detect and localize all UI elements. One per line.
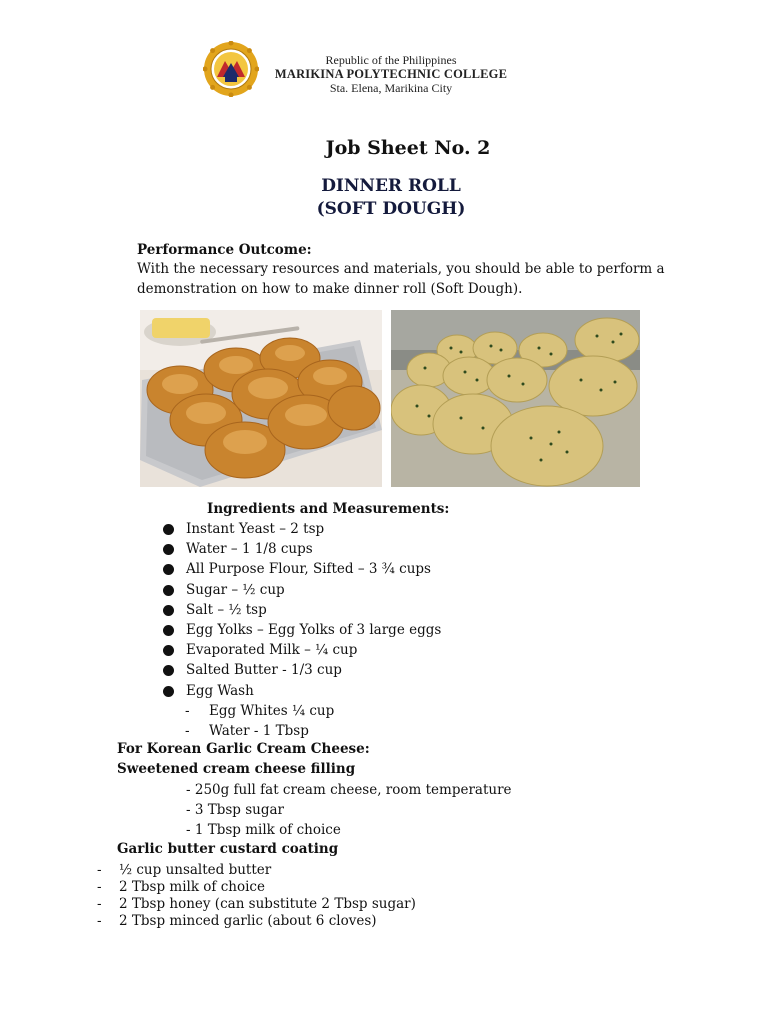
list-item: - 1 Tbsp milk of choice [186,822,341,838]
ingredients-list [163,519,441,701]
list-item: Instant Yeast – 2 tsp [163,519,441,539]
list-item: - 2 Tbsp milk of choice [97,879,265,895]
dinner-rolls-photo [140,310,382,487]
bullet-icon [163,564,174,575]
list-item: Evaporated Milk – ¼ cup [163,640,441,660]
bullet-icon [163,544,174,555]
recipe-title-line2: (SOFT DOUGH) [316,199,466,219]
bullet-icon [163,625,174,636]
performance-outcome-label: Performance Outcome: [137,242,312,258]
job-sheet-title: Job Sheet No. 2 [325,137,491,159]
egg-wash-list [185,701,334,741]
list-item: - 2 Tbsp honey (can substitute 2 Tbsp sugar) [97,896,416,912]
list-item: - 2 Tbsp minced garlic (about 6 cloves) [97,913,377,929]
college-logo [203,41,259,97]
bullet-icon [163,585,174,596]
list-item: All Purpose Flour, Sifted – 3 ¾ cups [163,559,441,579]
filling-heading: Sweetened cream cheese filling [117,761,356,777]
filling-list [186,780,512,840]
college-address: Sta. Elena, Marikina City [329,81,453,95]
list-item: Sugar – ½ cup [163,580,441,600]
bullet-icon [163,665,174,676]
list-item: - 250g full fat cream cheese, room temperature [186,782,512,798]
list-item: Salted Butter - 1/3 cup [163,660,441,680]
bullet-icon [163,645,174,656]
coating-heading: Garlic butter custard coating [117,841,339,857]
college-name: MARIKINA POLYTECHNIC COLLEGE [274,67,508,81]
list-item: Water – 1 1/8 cups [163,539,441,559]
list-item: - Egg Whites ¼ cup [185,703,335,719]
ingredients-heading: Ingredients and Measurements: [207,501,450,517]
list-item: Salt – ½ tsp [163,600,441,620]
coating-list [97,862,416,930]
bullet-icon [163,686,174,697]
korean-garlic-heading: For Korean Garlic Cream Cheese: [117,741,370,757]
performance-outcome-text: With the necessary resources and materials, you should be able to perform a demonstration on how to make dinner roll (Soft Dough). [137,261,665,297]
bullet-icon [163,605,174,616]
garlic-cheese-buns-photo [391,310,640,487]
list-item: - ½ cup unsalted butter [97,862,272,878]
list-item: - Water - 1 Tbsp [185,723,309,740]
bullet-icon [163,524,174,535]
list-item: Egg Wash [163,681,441,701]
recipe-title [240,175,542,221]
letterhead [260,53,522,95]
recipe-title-line1: DINNER ROLL [321,176,461,196]
list-item: - 3 Tbsp sugar [186,802,285,818]
republic-line: Republic of the Philippines [325,53,457,67]
list-item: Egg Yolks – Egg Yolks of 3 large eggs [163,620,441,640]
